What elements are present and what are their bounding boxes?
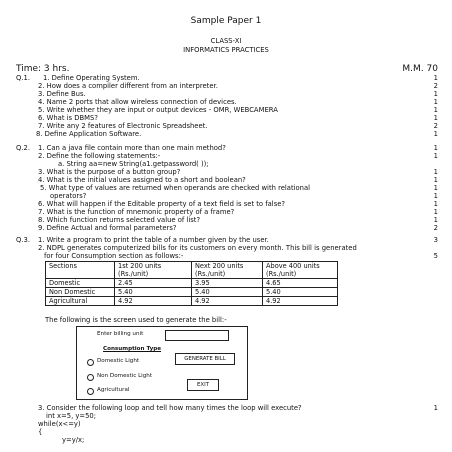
billing-form xyxy=(76,326,248,400)
table-cell: Non Domestic xyxy=(46,288,115,297)
q1-item-6: 6. What is DBMS? xyxy=(38,114,98,122)
radio-label-agricultural: Agricultural xyxy=(97,387,130,393)
table-cell: 5.40 xyxy=(192,288,263,297)
q3-item-3: 3. Consider the following loop and tell how many times the loop will execute? xyxy=(38,404,302,412)
exit-button[interactable]: EXIT xyxy=(187,379,219,391)
q2-item-5: 5. What type of values are returned when operands are checked with relational xyxy=(40,184,311,192)
table-cell: Agricultural xyxy=(46,297,115,306)
q2-marks-1: 1 xyxy=(433,144,438,152)
time-allowed: Time: 3 hrs. xyxy=(16,64,70,74)
q1-marks-3: 1 xyxy=(433,90,438,98)
q1-item-2: 2. How does a compiler different from an interpreter. xyxy=(38,82,218,90)
q3-marks-1: 3 xyxy=(433,236,438,244)
radio-non-domestic-light[interactable] xyxy=(87,374,94,381)
table-cell: 5.40 xyxy=(263,288,338,297)
q2-marks-5-cont: 1 xyxy=(433,192,438,200)
q1-marks-4: 1 xyxy=(433,98,438,106)
q2-marks-2: 1 xyxy=(433,152,438,160)
screen-caption: The following is the screen used to generate the bill:- xyxy=(45,316,227,324)
q2-item-8: 8. Which function returns selected value of list? xyxy=(38,216,201,224)
radio-label-non-domestic-light: Non Domestic Light xyxy=(97,373,153,379)
code-line: y=y/x; xyxy=(62,436,85,444)
radio-label-domestic-light: Domestic Light xyxy=(97,358,140,364)
q2-item-7: 7. What is the function of mnemonic property of a frame? xyxy=(38,208,235,216)
table-cell: 4.92 xyxy=(263,297,338,306)
q3-item-2-cont: for four Consumption section as follows:- xyxy=(44,252,184,260)
table-row xyxy=(46,297,338,306)
code-line: while(x<=y) xyxy=(38,420,81,428)
table-header-cell: Above 400 units (Rs./unit) xyxy=(263,262,338,279)
tariff-table xyxy=(45,261,338,306)
table-header-row xyxy=(46,262,338,279)
q1-marks-8: 1 xyxy=(433,130,438,138)
q2-marks-4: 1 xyxy=(433,176,438,184)
billing-unit-label: Enter billing unit xyxy=(97,331,144,337)
code-line: { xyxy=(38,428,43,436)
code-line: int x=5, y=50; xyxy=(46,412,97,420)
q3-item-1: 1. Write a program to print the table of a number given by the user. xyxy=(38,236,269,244)
q1-marks-2: 2 xyxy=(433,82,438,90)
table-row xyxy=(46,279,338,288)
q2-item-6: 6. What will happen if the Editable property of a text field is set to false? xyxy=(38,200,286,208)
q2-item-4: 4. What is the initial values assigned to a short and boolean? xyxy=(38,176,246,184)
q1-marks-1: 1 xyxy=(433,74,438,82)
q1-item-4: 4. Name 2 ports that allow wireless connection of devices. xyxy=(38,98,237,106)
table-cell: Domestic xyxy=(46,279,115,288)
q1-marks-6: 1 xyxy=(433,114,438,122)
q2-marks-9: 2 xyxy=(433,224,438,232)
table-row xyxy=(46,288,338,297)
q1-item-7: 7. Write any 2 features of Electronic Spreadsheet. xyxy=(38,122,208,130)
q2-marks-8: 1 xyxy=(433,216,438,224)
class-heading: CLASS-XI xyxy=(210,37,242,45)
q1-label: Q.1. xyxy=(16,74,30,82)
paper-title: Sample Paper 1 xyxy=(190,16,262,26)
q3-item-2: 2. NDPL generates computerized bills for its customers on every month. This bill is generated xyxy=(38,244,357,252)
q2-item-1: 1. Can a java file contain more than one main method? xyxy=(38,144,226,152)
q1-marks-7: 2 xyxy=(433,122,438,130)
maximum-marks: M.M. 70 xyxy=(402,64,438,74)
radio-domestic-light[interactable] xyxy=(87,359,94,366)
q2-item-2: 2. Define the following statements:- xyxy=(38,152,161,160)
q1-item-8: 8. Define Application Software. xyxy=(36,130,142,138)
q2-marks-5: 1 xyxy=(433,184,438,192)
billing-unit-input[interactable] xyxy=(165,330,229,341)
table-cell: 4.92 xyxy=(192,297,263,306)
q1-item-5: 5. Write whether they are input or output devices - OMR, WEBCAMERA xyxy=(38,106,278,114)
q2-marks-3: 1 xyxy=(433,168,438,176)
radio-agricultural[interactable] xyxy=(87,388,94,395)
q2-item-3: 3. What is the purpose of a button group? xyxy=(38,168,181,176)
q2-item-5-cont: operators? xyxy=(50,192,87,200)
q3-marks-3: 1 xyxy=(433,404,438,412)
q2-marks-7: 1 xyxy=(433,208,438,216)
q2-item-2a: a. String aa=new String(a1.getpassword( )); xyxy=(58,160,209,168)
q1-marks-5: 1 xyxy=(433,106,438,114)
table-header-cell: 1st 200 units (Rs./unit) xyxy=(115,262,192,279)
table-cell: 2.45 xyxy=(115,279,192,288)
q2-label: Q.2. xyxy=(16,144,30,152)
q1-item-3: 3. Define Bus. xyxy=(38,90,86,98)
subject-heading: INFORMATICS PRACTICES xyxy=(183,46,269,54)
table-header-cell: Next 200 units (Rs./unit) xyxy=(192,262,263,279)
table-cell: 3.95 xyxy=(192,279,263,288)
q3-marks-2: 5 xyxy=(433,252,438,260)
q2-marks-6: 1 xyxy=(433,200,438,208)
q3-label: Q.3. xyxy=(16,236,30,244)
table-cell: 5.40 xyxy=(115,288,192,297)
q1-item-1: 1. Define Operating System. xyxy=(43,74,140,82)
table-header-cell: Sections xyxy=(46,262,115,279)
generate-bill-button[interactable]: GENERATE BILL xyxy=(175,353,235,365)
table-cell: 4.65 xyxy=(263,279,338,288)
table-cell: 4.92 xyxy=(115,297,192,306)
consumption-type-title: Consumption Type xyxy=(103,346,162,352)
q2-item-9: 9. Define Actual and formal parameters? xyxy=(38,224,177,232)
